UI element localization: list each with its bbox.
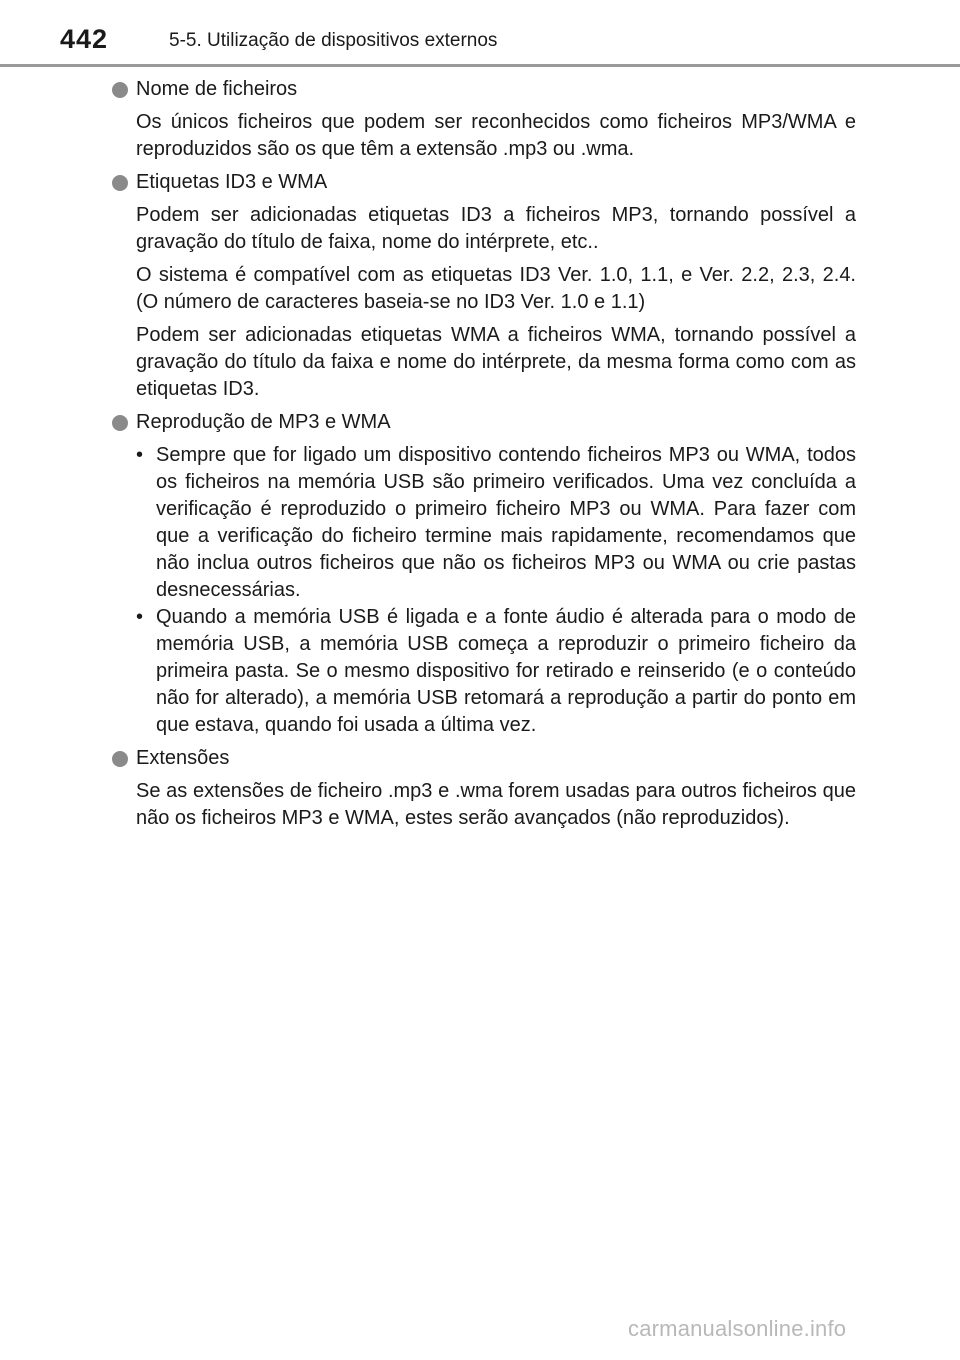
topic-title: Etiquetas ID3 e WMA [136,171,328,193]
topic-extensions [112,745,856,832]
topic-mp3-wma-playback [112,409,856,739]
bullet-circle-icon [112,415,128,431]
list-item-text: Sempre que for ligado um dispositivo contendo ficheiros MP3 ou WMA, todos os ficheiros na memória USB são primeiro verificados. Uma vez concluída a verificação é reproduzido o primeiro ficheiro MP3 ou WMA. Para fazer com que a verificação do ficheiro termine mais rapidamente, recomendamos que não inclua outros ficheiros que não os ficheiros MP3 ou WMA ou crie pastas desnecessárias. [156,444,856,601]
list-item [136,604,856,739]
topic-file-names [112,76,856,163]
header-divider [0,64,960,67]
topic-title: Reprodução de MP3 e WMA [136,411,391,433]
page-header [0,0,960,66]
paragraph: Os únicos ficheiros que podem ser reconhecidos como ficheiros MP3/WMA e reproduzidos são os que têm a extensão .mp3 ou .wma. [136,111,856,160]
page-number: 442 [60,24,109,54]
list-bullet-icon: • [136,606,144,628]
bullet-circle-icon [112,82,128,98]
topic-title: Extensões [136,747,230,769]
topic-heading [112,76,856,103]
list-bullet-icon: • [136,444,144,466]
page-content [112,76,856,838]
paragraph: Podem ser adicionadas etiquetas ID3 a ficheiros MP3, tornando possível a gravação do título de faixa, nome do intérprete, etc.. [136,204,856,253]
list-item [136,442,856,604]
topic-id3-wma-tags [112,169,856,403]
bullet-circle-icon [112,175,128,191]
paragraph: Se as extensões de ficheiro .mp3 e .wma forem usadas para outros ficheiros que não os ficheiros MP3 e WMA, estes serão avançados (não reproduzidos). [136,780,856,829]
paragraph: O sistema é compatível com as etiquetas ID3 Ver. 1.0, 1.1, e Ver. 2.2, 2.3, 2.4. (O número de caracteres baseia-se no ID3 Ver. 1.0 e 1.1) [136,264,856,313]
topic-heading [112,409,856,436]
paragraph: Podem ser adicionadas etiquetas WMA a ficheiros WMA, tornando possível a gravação do título da faixa e nome do intérprete, da mesma forma como com as etiquetas ID3. [136,324,856,400]
list-item-text: Quando a memória USB é ligada e a fonte áudio é alterada para o modo de memória USB, a memória USB começa a reproduzir o primeiro ficheiro da primeira pasta. Se o mesmo dispositivo for retirado e reinserido (e o conteúdo não for alterado), a memória USB retomará a reprodução a partir do ponto em que estava, quando foi usada a última vez. [156,606,856,736]
topic-heading [112,169,856,196]
section-title: 5-5. Utilização de dispositivos externos [169,30,498,51]
watermark-footer: carmanualsonline.info [628,1316,847,1341]
topic-title: Nome de ficheiros [136,78,298,100]
bullet-circle-icon [112,751,128,767]
bullet-list [136,442,856,739]
topic-heading [112,745,856,772]
